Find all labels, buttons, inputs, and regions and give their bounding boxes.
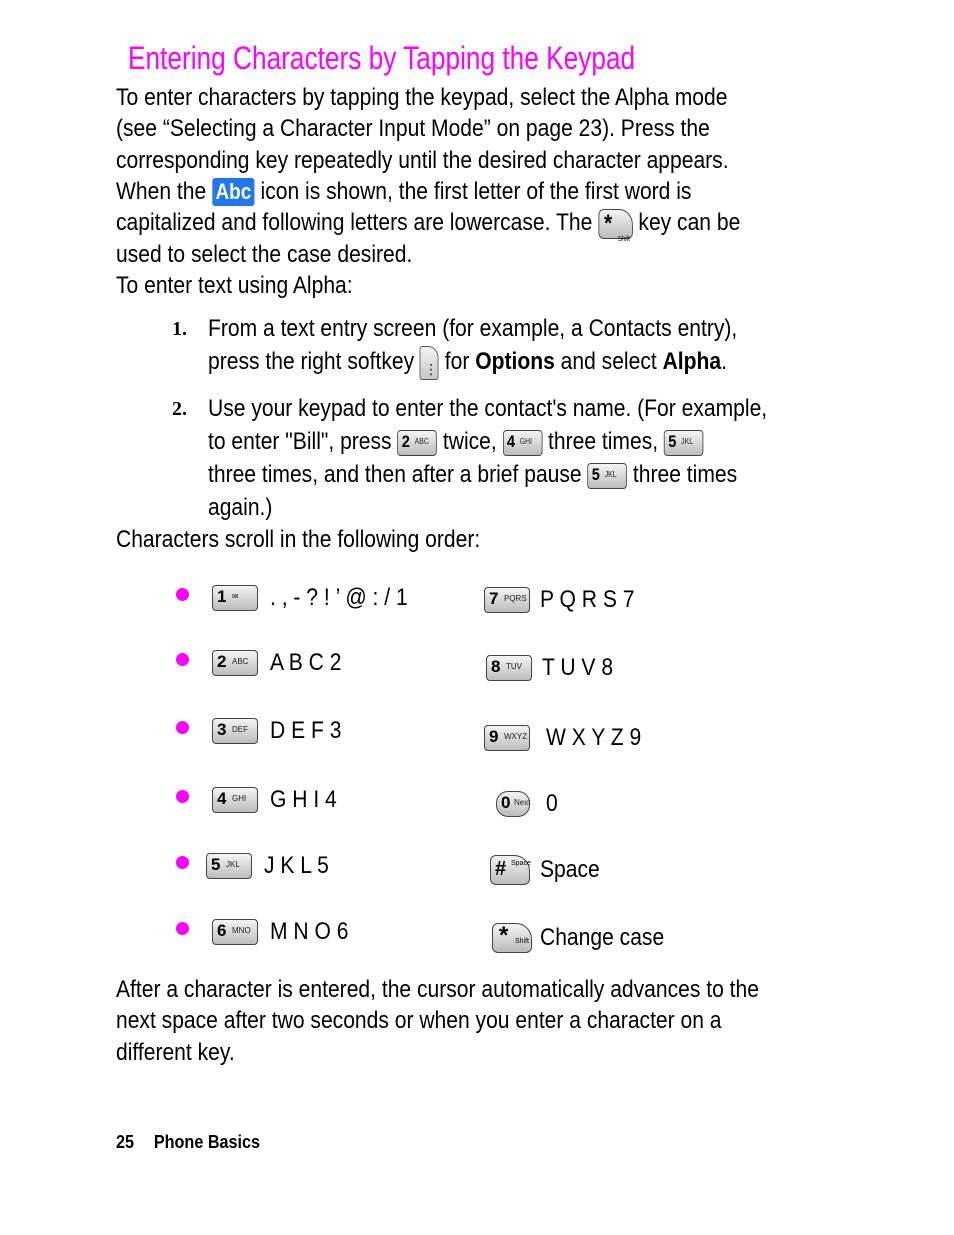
key-5-icon bbox=[206, 853, 252, 879]
key-number: 4 bbox=[217, 789, 227, 808]
key-row bbox=[212, 649, 353, 677]
page-footer bbox=[116, 1132, 260, 1153]
key-2-icon bbox=[397, 430, 437, 456]
star-shift-key-icon bbox=[492, 923, 532, 953]
intro-line bbox=[116, 176, 718, 207]
key-characters: A B C 2 bbox=[270, 649, 342, 676]
key-number: 3 bbox=[217, 720, 227, 739]
key-row bbox=[212, 918, 361, 946]
key-number: 6 bbox=[217, 921, 227, 940]
key-characters: P Q R S 7 bbox=[540, 586, 635, 613]
outro-line: After a character is entered, the cursor automatically advances to the bbox=[116, 976, 759, 1003]
key-number: 2 bbox=[217, 652, 227, 671]
key-letters: ✉ bbox=[232, 592, 239, 601]
key-number: 5 bbox=[211, 855, 221, 874]
bullet bbox=[176, 588, 189, 601]
section-name: Phone Basics bbox=[153, 1132, 261, 1152]
step-1-text bbox=[208, 312, 810, 380]
page-number: 25 bbox=[116, 1132, 135, 1152]
key-5-icon bbox=[588, 463, 628, 489]
key-2-icon bbox=[212, 650, 258, 676]
key-characters: D E F 3 bbox=[270, 717, 342, 744]
key-letters: TUV bbox=[506, 662, 522, 671]
bullet bbox=[176, 922, 189, 935]
key-characters: W X Y Z 9 bbox=[546, 724, 642, 751]
key-number: 5 bbox=[668, 431, 677, 451]
key-letters: JKL bbox=[604, 469, 617, 479]
key-row bbox=[496, 790, 560, 818]
key-number: 0 bbox=[501, 793, 511, 812]
scroll-order-label bbox=[116, 524, 718, 555]
intro-line: To enter text using Alpha: bbox=[116, 272, 353, 300]
key-1-icon bbox=[212, 585, 258, 611]
key-letters: MNO bbox=[232, 926, 251, 935]
step-text: twice, bbox=[442, 428, 497, 455]
key-7-icon bbox=[484, 587, 530, 613]
scroll-label-text: Characters scroll in the following order: bbox=[116, 526, 481, 553]
key-number: 8 bbox=[491, 657, 501, 676]
key-number: 2 bbox=[401, 431, 410, 451]
key-row bbox=[212, 786, 348, 814]
outro-paragraph bbox=[116, 974, 759, 1068]
key-characters: J K L 5 bbox=[264, 852, 329, 879]
key-row bbox=[492, 923, 684, 953]
step-text: . bbox=[721, 348, 727, 375]
step-line: Use your keypad to enter the contact's name. (For example, bbox=[208, 395, 768, 422]
key-row bbox=[206, 852, 339, 880]
key-number: 9 bbox=[489, 727, 499, 746]
key-characters: M N O 6 bbox=[270, 918, 349, 945]
intro-paragraph bbox=[116, 82, 741, 301]
intro-text: icon is shown, the first letter of the first word is bbox=[260, 177, 692, 205]
intro-line: corresponding key repeatedly until the desired character appears. bbox=[116, 146, 729, 174]
step-text: three times, and then after a brief pause bbox=[208, 461, 582, 488]
intro-text: key can be bbox=[638, 209, 741, 237]
bullet bbox=[176, 790, 189, 803]
right-softkey-icon bbox=[420, 346, 439, 380]
outro-line: next space after two seconds or when you enter a character on a bbox=[116, 1007, 722, 1035]
options-label: Options bbox=[475, 348, 555, 375]
alpha-label: Alpha bbox=[662, 348, 722, 375]
key-letters: JKL bbox=[681, 436, 694, 446]
shift-label: Shift bbox=[515, 938, 530, 945]
key-number: 5 bbox=[591, 464, 600, 484]
key-row bbox=[212, 584, 430, 612]
key-letters: JKL bbox=[226, 860, 240, 869]
step-line bbox=[208, 425, 810, 458]
intro-line: used to select the case desired. bbox=[116, 240, 413, 268]
step-text: and select bbox=[560, 348, 657, 375]
intro-text: capitalized and following letters are lowercase. The bbox=[116, 209, 593, 237]
key-number: 7 bbox=[489, 589, 499, 608]
space-label: Space bbox=[511, 860, 531, 867]
key-characters: T U V 8 bbox=[542, 654, 614, 681]
key-letters: GHI bbox=[232, 794, 247, 803]
star-glyph: * bbox=[499, 922, 509, 949]
step-line bbox=[208, 458, 810, 491]
step-number: 1. bbox=[172, 318, 187, 340]
key-row bbox=[484, 724, 657, 752]
key-row bbox=[212, 717, 353, 745]
outro-line: different key. bbox=[116, 1038, 235, 1066]
key-letters: ABC bbox=[414, 436, 429, 446]
bullet bbox=[176, 856, 189, 869]
key-3-icon bbox=[212, 718, 258, 744]
key-letters: DEF bbox=[232, 725, 248, 734]
key-0-icon bbox=[496, 791, 530, 817]
bullet bbox=[176, 721, 189, 734]
intro-line: (see “Selecting a Character Input Mode” on page 23). Press the bbox=[116, 115, 710, 143]
key-number: 1 bbox=[217, 587, 227, 606]
key-letters: PQRS bbox=[504, 594, 527, 603]
key-letters: ABC bbox=[232, 657, 249, 666]
key-row bbox=[484, 586, 650, 614]
step-line: again.) bbox=[208, 494, 273, 521]
key-characters: G H I 4 bbox=[270, 786, 337, 813]
key-9-icon bbox=[484, 725, 530, 751]
intro-line: To enter characters by tapping the keypad, select the Alpha mode bbox=[116, 84, 728, 111]
bullet bbox=[176, 653, 189, 666]
key-letters: GHI bbox=[519, 436, 533, 446]
step-number: 2. bbox=[172, 398, 187, 420]
key-letters: WXYZ bbox=[504, 732, 528, 741]
step-line: From a text entry screen (for example, a Contacts entry), bbox=[208, 315, 738, 342]
step-2-text bbox=[208, 392, 810, 524]
shift-label: Shift bbox=[617, 235, 630, 243]
step-text: three times bbox=[632, 461, 738, 488]
star-shift-key-icon bbox=[598, 209, 632, 243]
key-4-icon bbox=[212, 787, 258, 813]
key-characters: . , - ? ! ’ @ : / 1 bbox=[270, 584, 408, 611]
step-text: for bbox=[444, 348, 470, 375]
key-letters: Next bbox=[514, 798, 531, 807]
key-characters: Space bbox=[540, 856, 600, 883]
intro-text: When the bbox=[116, 177, 207, 205]
abc-mode-icon: Abc bbox=[212, 178, 255, 206]
hash-space-key-icon bbox=[490, 855, 530, 885]
step-line bbox=[208, 345, 810, 380]
intro-line bbox=[116, 207, 741, 243]
key-row bbox=[486, 654, 625, 682]
key-number: 4 bbox=[506, 431, 516, 451]
key-characters: 0 bbox=[546, 790, 558, 817]
page-title: Entering Characters by Tapping the Keypad bbox=[128, 40, 636, 76]
star-glyph: * bbox=[604, 209, 613, 237]
key-8-icon bbox=[486, 655, 532, 681]
key-5-icon bbox=[664, 430, 704, 456]
key-row bbox=[490, 855, 609, 885]
key-characters: Change case bbox=[540, 924, 665, 951]
step-text: to enter "Bill", press bbox=[208, 428, 392, 455]
hash-glyph: # bbox=[495, 858, 507, 880]
key-4-icon bbox=[503, 430, 543, 456]
step-text: press the right softkey bbox=[208, 348, 415, 375]
key-6-icon bbox=[212, 919, 258, 945]
step-text: three times, bbox=[548, 428, 659, 455]
